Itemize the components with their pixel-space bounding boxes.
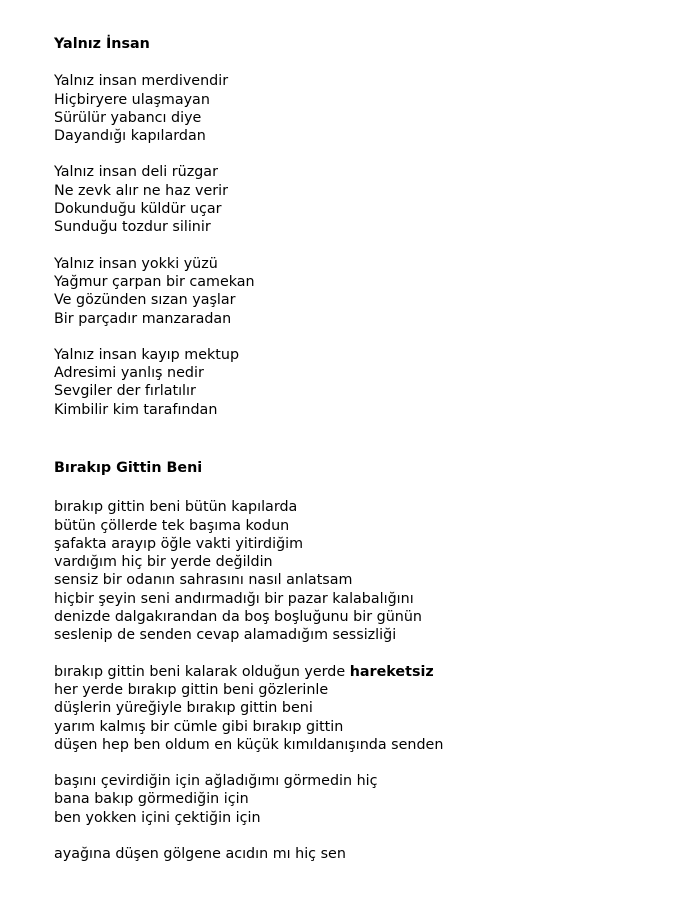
poem-yalniz-insan (54, 35, 667, 419)
poem-birakip-gittin-beni (54, 459, 667, 863)
poem-line: Dokunduğu küldür uçar (54, 201, 222, 218)
poem-line: Sürülür yabancı diye (54, 109, 202, 126)
poem-line: Kimbilir kim tarafından (54, 401, 218, 418)
poem-line: Ve gözünden sızan yaşlar (54, 292, 236, 309)
poem-line: Yalnız insan kayıp mektup (54, 346, 240, 363)
poem-line: denizde dalgakırandan da boş boşluğunu bir günün (54, 609, 422, 626)
poem-line: ayağına düşen gölgene acıdın mı hiç sen (54, 846, 346, 863)
poem-line: yarım kalmış bir cümle gibi bırakıp gittin (54, 718, 344, 735)
poem-line: hiçbir şeyin seni andırmadığı bir pazar kalabalığını (54, 590, 414, 607)
stanza (54, 72, 667, 145)
poem-line: Yalnız insan merdivendir (54, 73, 229, 90)
poem-line: seslenip de senden cevap alamadığım sessizliği (54, 627, 397, 644)
stanza (54, 498, 667, 644)
poem-line: Bir parçadır manzaradan (54, 310, 232, 327)
stanza (54, 255, 667, 328)
poem-line: Adresimi yanlış nedir (54, 365, 204, 382)
stanza (54, 663, 667, 754)
poem-line: vardığım hiç bir yerde değildin (54, 554, 273, 571)
poem-line: bütün çöllerde tek başıma kodun (54, 517, 290, 534)
poem-line: bırakıp gittin beni bütün kapılarda (54, 499, 298, 516)
poem-line-with-emphasis (54, 663, 667, 681)
stanza (54, 772, 667, 827)
poem-line: şafakta arayıp öğle vakti yitirdiğim (54, 535, 304, 552)
stanza (54, 346, 667, 419)
poem-line: Ne zevk alır ne haz verir (54, 182, 229, 199)
poem-line: düşen hep ben oldum en küçük kımıldanışında senden (54, 736, 444, 753)
poem-line: bana bakıp görmediğin için (54, 791, 249, 808)
poem-line: Dayandığı kapılardan (54, 128, 206, 145)
poem-line: sensiz bir odanın sahrasını nasıl anlatsam (54, 572, 353, 589)
poem-line: Yalnız insan deli rüzgar (54, 164, 218, 181)
stanza (54, 163, 667, 236)
poem-line: ben yokken içini çektiğin için (54, 809, 261, 826)
poem-line: Yağmur çarpan bir camekan (54, 273, 255, 290)
stanza (54, 845, 667, 863)
poem-line: Sevgiler der fırlatılır (54, 383, 196, 400)
poem-title: Bırakıp Gittin Beni (54, 460, 203, 476)
poem-line: her yerde bırakıp gittin beni gözlerinle (54, 681, 329, 698)
emphasized-word: hareketsiz (349, 663, 434, 680)
poem-title: Yalnız İnsan (54, 36, 150, 52)
poem-line-text: bırakıp gittin beni kalarak olduğun yerde (54, 663, 350, 680)
poem-line: Yalnız insan yokki yüzü (54, 255, 218, 272)
poem-line: düşlerin yüreğiyle bırakıp gittin beni (54, 700, 313, 717)
poem-line: Hiçbiryere ulaşmayan (54, 91, 210, 108)
poem-line: Sunduğu tozdur silinir (54, 219, 211, 236)
poem-line: başını çevirdiğin için ağladığımı görmedin hiç (54, 773, 378, 790)
